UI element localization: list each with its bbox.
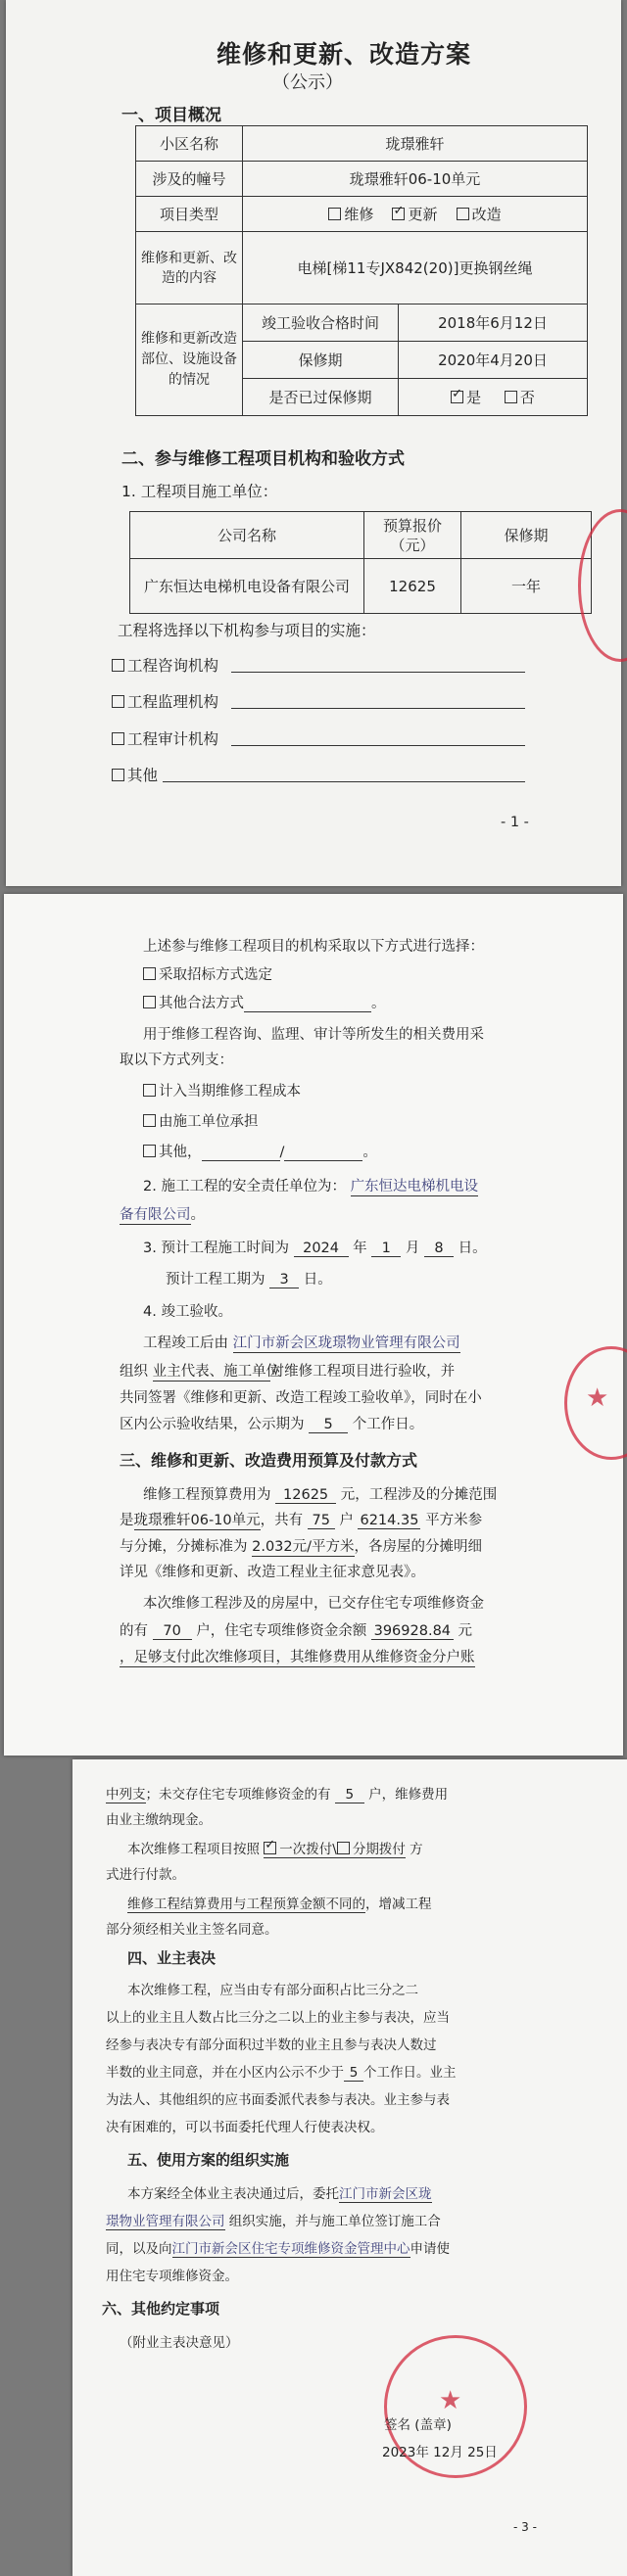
table-cell-label: 项目类型 [136, 197, 243, 232]
project-overview-table [135, 125, 588, 416]
label: 工程竣工后由 [143, 1335, 228, 1351]
text-line: 由业主缴纳现金。 [106, 1812, 212, 1828]
filled-value: 备有限公司 [120, 1203, 191, 1225]
text-line [120, 1413, 423, 1433]
checkbox [143, 1084, 156, 1097]
label: 预计工程工期为 [166, 1272, 265, 1288]
text-line: 备有限公司。 [120, 1203, 205, 1225]
filled-value: 5 [335, 1787, 364, 1803]
table-cell-warranty: 一年 [461, 559, 592, 614]
org-item [112, 764, 158, 785]
filled-value: 广东恒达电梯机电设 [351, 1175, 479, 1196]
label: 个工作日。业主 [363, 2065, 457, 2081]
filled-value: 璟物业管理有限公司 [106, 2210, 225, 2230]
option-label: 其他合法方式 [159, 996, 244, 1011]
checkbox-no [505, 391, 517, 403]
label: 户 [339, 1513, 354, 1528]
table-header: 公司名称 [130, 512, 364, 559]
seal-star-icon: ★ [586, 1383, 609, 1413]
contractor-table [129, 511, 592, 614]
checkbox [112, 695, 124, 708]
section-heading-2: 二、参与维修工程项目机构和验收方式 [121, 449, 405, 469]
checkbox-lump-sum-checked [264, 1842, 276, 1854]
table-cell-value: 2020年4月20日 [399, 342, 588, 379]
org-item [112, 654, 218, 676]
filled-value: 5 [309, 1417, 348, 1433]
option-label: 采取招标方式选定 [159, 967, 272, 983]
table-cell-value: 2018年6月12日 [399, 304, 588, 342]
label: 组织实施，并与施工单位签订施工合 [228, 2214, 441, 2229]
label: 元，工程涉及的分摊范围 [340, 1487, 498, 1503]
item-1-label: 1. 工程项目施工单位： [121, 483, 278, 500]
filled-value: 70 [153, 1623, 192, 1640]
page-number: - 3 - [513, 2520, 537, 2534]
checkbox [143, 967, 156, 980]
org-item [112, 727, 218, 749]
filled-value: 江门市新会区住宅专项维修资金管理中心 [172, 2237, 410, 2258]
option-label: 一次拨付 [279, 1842, 333, 1857]
checkbox-repair [328, 208, 341, 220]
text-line [127, 2182, 432, 2203]
label: 与分摊，分摊标准为 [120, 1539, 248, 1555]
document-page-1 [6, 0, 621, 886]
text-line: （附业主表决意见） [120, 2335, 239, 2351]
option-label: 是 [466, 389, 482, 406]
text-line: 为法人、其他组织的应书面委派代表参与表决。业主参与表 [106, 2092, 450, 2108]
label: 本次维修工程项目按照 [127, 1842, 260, 1857]
org-label: 工程监理机构 [127, 693, 219, 711]
signature-line [384, 2413, 452, 2433]
text-line: 本次维修工程涉及的房屋中，已交存住宅专项维修资金 [143, 1596, 484, 1612]
label: 区内公示验收结果，公示期为 [120, 1417, 305, 1432]
option-label: 由施工单位承担 [159, 1114, 259, 1130]
label: 同，以及向 [106, 2241, 172, 2257]
table-cell-sublabel: 是否已过保修期 [243, 379, 399, 416]
section-heading-3: 三、维修和更新、改造费用预算及付款方式 [120, 1451, 418, 1470]
text-line [106, 1783, 448, 1803]
label: 日。 [303, 1272, 332, 1288]
blank-line [163, 781, 525, 782]
option-line [143, 963, 272, 984]
section-heading-4: 四、业主表决 [127, 1949, 217, 1967]
label: ，增减工程 [365, 1897, 432, 1912]
label: 维修工程预算费用为 [143, 1487, 271, 1503]
label: ，各房屋的分摊明细 [354, 1539, 483, 1555]
option-label: 计入当期维修工程成本 [159, 1084, 301, 1100]
label: ；未交存住宅专项维修资金的有 [145, 1787, 331, 1803]
text-line: 上述参与维修工程项目的机构采取以下方式进行选择： [143, 939, 484, 955]
text-line: 取以下方式列支： [120, 1053, 233, 1068]
choose-orgs-text: 工程将选择以下机构参与项目的实施： [118, 622, 376, 639]
label: 元 [458, 1623, 472, 1639]
text-line: 部分须经相关业主签名同意。 [106, 1922, 278, 1938]
filled-value: 2024 [294, 1241, 349, 1257]
option-label: 分期拨付 [352, 1842, 406, 1857]
text-line: 用于维修工程咨询、监理、审计等所发生的相关费用采 [143, 1027, 484, 1043]
org-label: 工程审计机构 [127, 730, 219, 748]
label: 签名 [384, 2417, 410, 2433]
document-page-2 [4, 894, 623, 1756]
table-cell-label: 维修和更新改造部位、设施设备的情况 [136, 304, 243, 416]
document-page-3 [72, 1759, 627, 2576]
filled-value: 6214.35 [358, 1513, 420, 1529]
text-line [127, 1838, 423, 1858]
option-label: 更新 [408, 206, 438, 223]
text-line [120, 1509, 482, 1530]
text-line [120, 1646, 475, 1667]
payment-options: ✓ 一次拨付\ 分期拨付 [264, 1838, 406, 1858]
text-line: 决有困难的，可以书面委托代理人行使表决权。 [106, 2120, 384, 2135]
label: 个工作日。 [352, 1417, 424, 1432]
warranty-expired-options [399, 379, 588, 416]
signature-date: 2023年 12月 25日 [382, 2445, 498, 2460]
text-line [120, 1535, 482, 1557]
blank-line [231, 708, 525, 709]
text-line: 本次维修工程，应当由专有部分面积占比三分之二 [127, 1983, 418, 1998]
filled-value: 江门市新会区珑璟物业管理有限公司 [233, 1332, 460, 1353]
document-title: 维修和更新、改造方案 [217, 40, 472, 69]
text-line: 经参与表决专有部分面积过半数的业主且参与表决人数过 [106, 2037, 437, 2053]
checkbox-renovate [457, 208, 469, 220]
label: 2. 施工工程的安全责任单位为： [143, 1179, 346, 1194]
filled-value: 维修工程结算费用与工程预算金额不同的 [127, 1893, 365, 1913]
table-cell-sublabel: 保修期 [243, 342, 399, 379]
label: 本方案经全体业主表决通过后，委托 [127, 2186, 339, 2202]
checkbox [112, 732, 124, 745]
text-line [120, 1619, 472, 1640]
org-label: 其他 [127, 767, 159, 784]
option-label: 维修 [344, 206, 374, 223]
text-line [143, 1332, 460, 1353]
label: 3. 预计工程施工时间为 [143, 1241, 289, 1256]
org-label: 工程咨询机构 [127, 657, 219, 675]
text-line: 共同签署《维修和更新、改造工程竣工验收单》，同时在小 [120, 1390, 482, 1406]
text-line: 用住宅专项维修资金。 [106, 2269, 238, 2284]
option-line: 其他合法方式 。 [143, 992, 386, 1012]
section-heading-1: 一、项目概况 [121, 106, 221, 125]
text-line [106, 2061, 457, 2082]
checkbox [143, 1114, 156, 1127]
filled-value: 江门市新会区珑 [339, 2182, 432, 2203]
label: (盖章) [414, 2417, 452, 2433]
option-label: 改造 [471, 206, 502, 223]
text-line: 式进行付款。 [106, 1867, 185, 1883]
option-line [143, 1110, 259, 1131]
label: 的有 [120, 1623, 148, 1639]
checkbox-yes-checked [451, 391, 463, 403]
label: 方 [410, 1842, 423, 1857]
text-line [143, 1483, 497, 1504]
checkbox [112, 659, 124, 672]
option-label: 否 [519, 389, 535, 406]
label: 户，住宅专项维修资金余额 [196, 1623, 367, 1639]
filled-value: 8 [424, 1241, 454, 1257]
table-cell-value: 珑璟雅轩06-10单元 [243, 162, 588, 197]
filled-value: 珑璟雅轩06-10单元 [134, 1509, 261, 1530]
filled-value: 396928.84 [371, 1623, 454, 1640]
text-line [106, 2237, 450, 2258]
blank-line [244, 996, 371, 1012]
section-heading-5: 五、使用方案的组织实施 [127, 2151, 290, 2169]
blank-line [202, 1145, 280, 1161]
option-line [143, 1080, 301, 1101]
table-header: 保修期 [461, 512, 592, 559]
label: 户，维修费用 [368, 1787, 449, 1803]
filled-value: ，足够支付此次维修项目，其维修费用从维修资金分户账 [120, 1646, 475, 1667]
label: 是 [120, 1513, 134, 1528]
seal-star-icon: ★ [439, 2386, 462, 2415]
filled-value: 1 [371, 1241, 401, 1257]
filled-value: 3 [269, 1272, 299, 1288]
table-cell-company: 广东恒达电梯机电设备有限公司 [130, 559, 364, 614]
text-line: 3. 预计工程施工时间为 2024 年 1 月 8 日。 [143, 1241, 487, 1256]
label: ，共有 [260, 1513, 304, 1528]
table-cell-value: 珑璟雅轩 [243, 126, 588, 162]
text-line [120, 1360, 455, 1382]
text-line: 详见《维修和更新、改造工程业主征求意见表》。 [120, 1565, 425, 1580]
table-cell-label: 涉及的幢号 [136, 162, 243, 197]
label: 平方米参 [425, 1513, 483, 1528]
table-cell-label: 维修和更新、改造的内容 [136, 232, 243, 304]
filled-value: 12625 [275, 1487, 336, 1504]
filled-value: 中列支 [106, 1783, 146, 1803]
filled-value: 75 [308, 1513, 335, 1529]
blank-line [231, 745, 525, 746]
text-line [143, 1175, 478, 1196]
label: 组织 [120, 1364, 148, 1380]
text-line [106, 2210, 441, 2230]
table-cell-value: 电梯[梯11专JX842(20)]更换钢丝绳 [243, 232, 588, 304]
label: 对维修工程项目进行验收，并 [269, 1364, 456, 1380]
text-line [166, 1268, 332, 1288]
text-line: 以上的业主且人数占比三分之二以上的业主参与表决，应当 [106, 2010, 450, 2026]
checkbox-installments [337, 1842, 350, 1854]
checkbox [112, 769, 124, 781]
table-cell-sublabel: 竣工验收合格时间 [243, 304, 399, 342]
filled-value: 2.032元/平方米 [252, 1535, 354, 1557]
text-line [127, 1893, 432, 1913]
checkbox [143, 996, 156, 1008]
section-heading-6: 六、其他约定事项 [102, 2300, 220, 2318]
filled-value: 业主代表、施工单位 [153, 1360, 270, 1382]
blank-line [284, 1145, 362, 1161]
text-line: 4. 竣工验收。 [143, 1304, 232, 1320]
checkbox-update-checked [392, 208, 405, 220]
blank-line [231, 672, 525, 673]
filled-value: 5 [344, 2065, 363, 2082]
checkbox [143, 1145, 156, 1157]
option-label: 其他 [159, 1145, 187, 1160]
document-subtitle: （公示） [272, 72, 343, 93]
page-number: - 1 - [501, 815, 529, 830]
option-line: 其他， / 。 [143, 1141, 377, 1161]
org-item [112, 690, 218, 712]
table-cell-label: 小区名称 [136, 126, 243, 162]
label: 半数的业主同意，并在小区内公示不少于 [106, 2065, 344, 2081]
table-cell-budget: 12625 [364, 559, 461, 614]
label: 申请使 [410, 2241, 450, 2257]
project-type-options [243, 197, 588, 232]
table-header: 预算报价（元） [364, 512, 461, 559]
